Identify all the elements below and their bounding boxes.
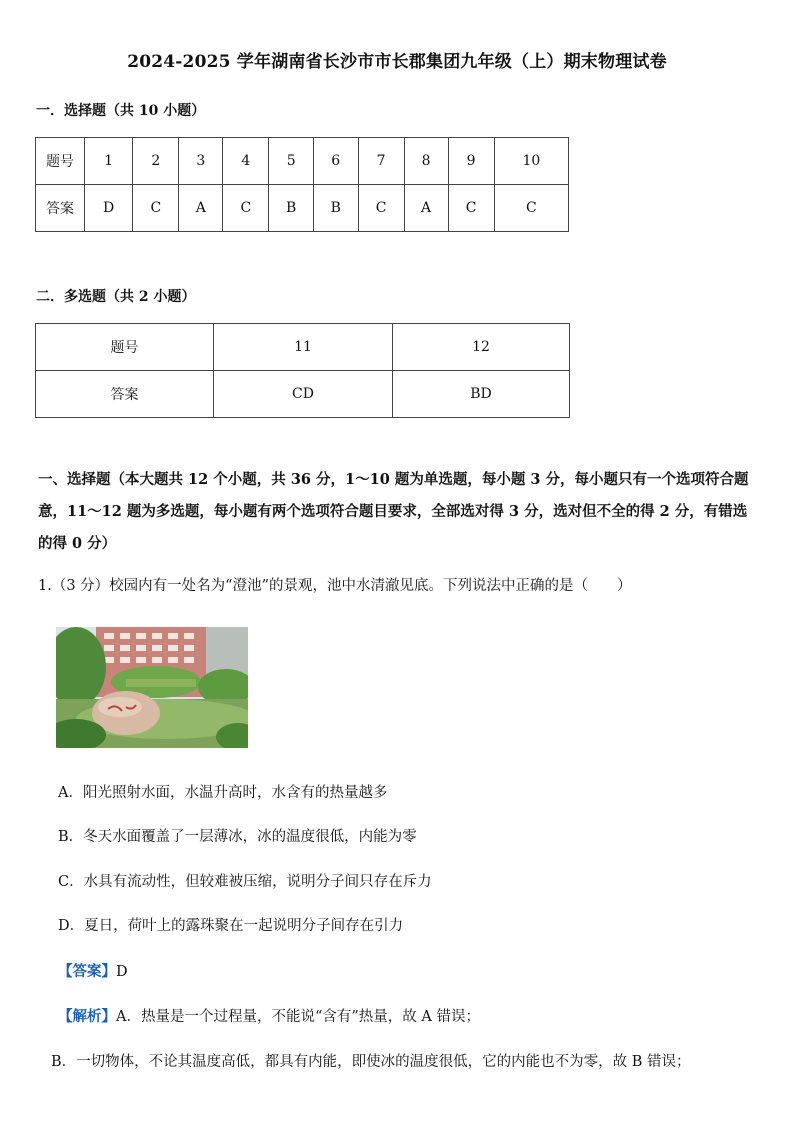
table-cell: C: [358, 185, 404, 232]
row-label-number: 题号: [36, 324, 214, 371]
table-cell: 5: [269, 138, 314, 185]
table-cell: A: [404, 185, 448, 232]
table-cell: 1: [85, 138, 133, 185]
table-row-answers: [36, 185, 569, 232]
table-cell: D: [85, 185, 133, 232]
single-choice-answer-table: [35, 137, 569, 232]
document-title: 2024-2025 学年湖南省长沙市市长郡集团九年级（上）期末物理试卷: [127, 52, 667, 72]
table-cell: 11: [214, 324, 393, 371]
analysis-text: A．热量是一个过程量，不能说“含有”热量，故 A 错误；: [116, 1009, 480, 1025]
answer-label: 【答案】: [58, 963, 116, 980]
option-c: C．水具有流动性，但较难被压缩，说明分子间只存在斥力: [58, 874, 432, 890]
table-row-answers: [36, 371, 570, 418]
table-cell: 3: [179, 138, 223, 185]
answer-line: [58, 960, 128, 981]
table-cell: 12: [393, 324, 570, 371]
table-row-numbers: [36, 138, 569, 185]
table-cell: B: [269, 185, 314, 232]
row-label-answer: 答案: [36, 185, 85, 232]
pond-photo: [56, 627, 248, 748]
row-label-answer: 答案: [36, 371, 214, 418]
table-cell: 4: [223, 138, 269, 185]
table-cell: C: [133, 185, 179, 232]
analysis-continued: B．一切物体，不论其温度高低，都具有内能，即使冰的温度很低，它的内能也不为零，故 B 错误；: [51, 1054, 691, 1070]
table-cell: 9: [448, 138, 494, 185]
table-cell: 10: [494, 138, 568, 185]
table-cell: C: [494, 185, 568, 232]
section-instructions: 一、选择题（本大题共 12 个小题，共 36 分，1～10 题为单选题，每小题 3 分，每小题只有一个选项符合题意，11～12 题为多选题，每小题有两个选项符合题目要求，全部选对得 3 分，选对但不全的得 2 分，有错选的得 0 分）: [38, 471, 749, 552]
question-1-stem: 1.（3 分）校园内有一处名为“澄池”的景观，池中水清澈见底。下列说法中正确的是（ ）: [38, 578, 632, 594]
table-cell: A: [179, 185, 223, 232]
option-a: A．阳光照射水面，水温升高时，水含有的热量越多: [58, 785, 388, 801]
table-cell: C: [223, 185, 269, 232]
option-d: D．夏日，荷叶上的露珠聚在一起说明分子间存在引力: [58, 918, 404, 934]
table-cell: 6: [313, 138, 358, 185]
multi-choice-answer-table: [35, 323, 570, 418]
section-heading-multi-choice: 二．多选题（共 2 小题）: [36, 289, 196, 305]
option-b: B．冬天水面覆盖了一层薄冰，冰的温度很低，内能为零: [58, 829, 417, 845]
analysis-label: 【解析】: [58, 1008, 116, 1025]
analysis-line: [58, 1005, 480, 1026]
table-cell: CD: [214, 371, 393, 418]
table-cell: 7: [358, 138, 404, 185]
table-cell: BD: [393, 371, 570, 418]
table-cell: 8: [404, 138, 448, 185]
table-cell: B: [313, 185, 358, 232]
table-row-numbers: [36, 324, 570, 371]
section-heading-single-choice: 一．选择题（共 10 小题）: [36, 103, 206, 119]
table-cell: 2: [133, 138, 179, 185]
table-cell: C: [448, 185, 494, 232]
answer-value: D: [116, 964, 128, 980]
row-label-number: 题号: [36, 138, 85, 185]
